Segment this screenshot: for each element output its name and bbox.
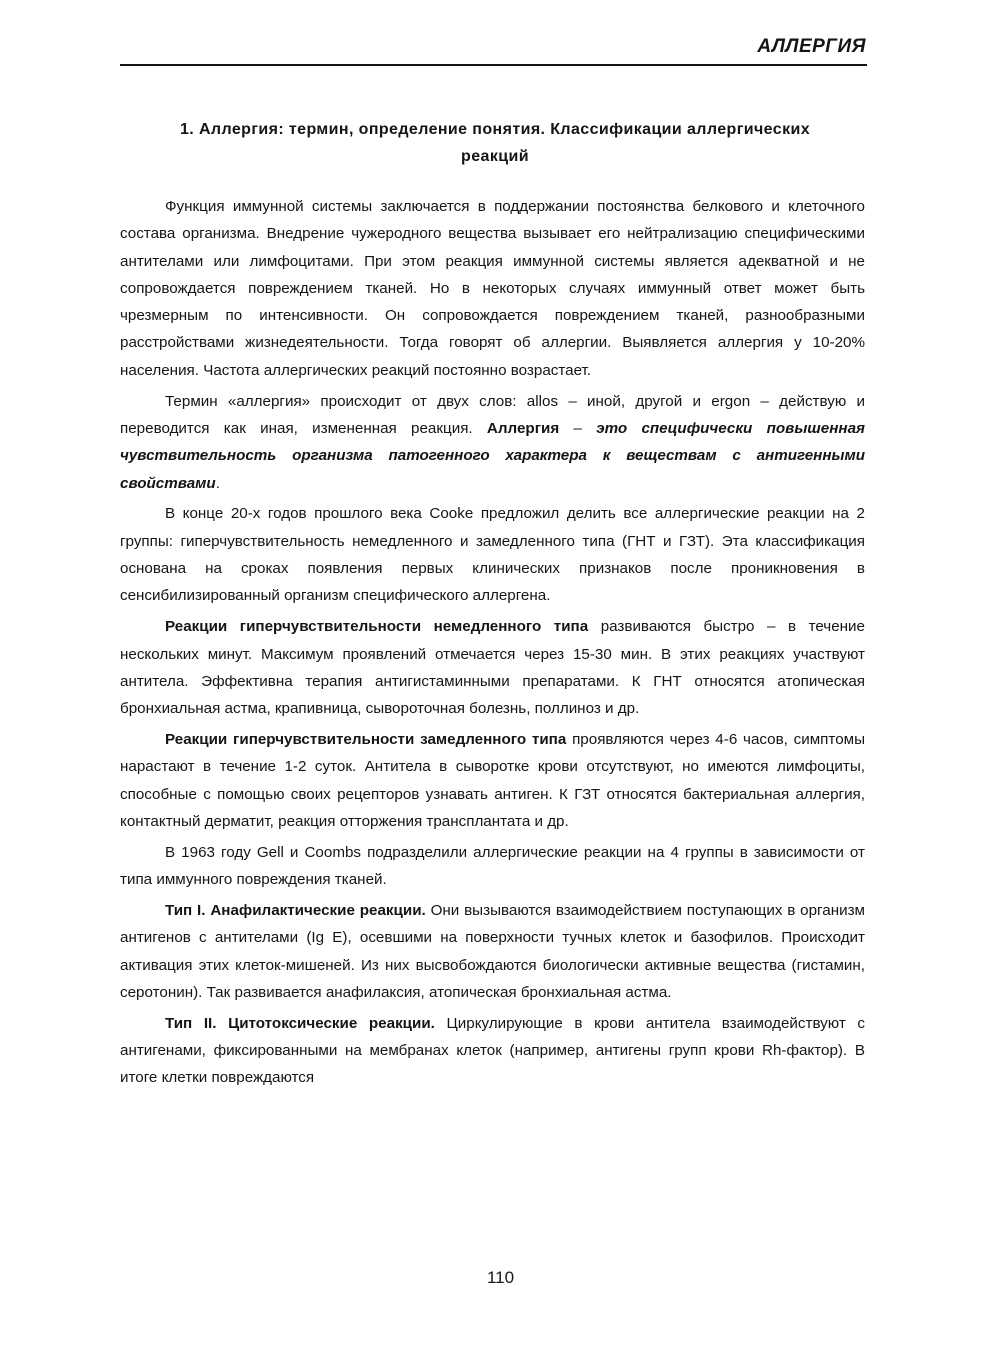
header-rule xyxy=(120,64,867,66)
term-allergy: Аллергия xyxy=(486,419,560,437)
body-text xyxy=(120,193,865,1092)
definition-text: это специфически повышенная чувствительность организма патогенного характера к веществам с антигенными свойствами xyxy=(120,419,865,492)
paragraph-allergy-definition xyxy=(120,388,865,497)
paragraph-text: Циркулирующие в крови антитела взаимодействуют с антигенами, фиксированными на мембранах клеток (например, антигены групп крови Rh-фактор). В итоге клетки повреждаются xyxy=(120,1014,866,1087)
paragraph-cooke-classification: В конце 20-х годов прошлого века Cooke предложил делить все аллергические реакции на 2 группы: гиперчувствительность немедленного и замедленного типа (ГНТ и ГЗТ). Эта классификация основана на сроках появления первых клинических признаков после проникновения в сенсибилизированный организм специфического аллергена. xyxy=(120,505,865,605)
paragraph-immediate-type xyxy=(120,613,865,722)
paragraph-type-1 xyxy=(120,897,865,1006)
page-number: 110 xyxy=(486,1268,515,1287)
paragraph-text: Термин «аллергия» происходит от двух слов: allos – иной, другой и ergon – действую и переводится как иная, измененная реакция. xyxy=(120,392,865,437)
paragraph-text: проявляются через 4-6 часов, симптомы нарастают в течение 1-2 суток. Антитела в сыворотке крови отсутствуют, но имеются лимфоциты, способные с помощью своих рецепторов узнавать антиген. К ГЗТ относятся бактериальная аллергия, контактный дерматит, реакция отторжения трансплантата и др. xyxy=(120,731,865,830)
paragraph-immune-function: Функция иммунной системы заключается в поддержании постоянства белкового и клеточного состава организма. Внедрение чужеродного вещества вызывает его нейтрализацию специфическими антителами или лимфоцитами. При этом реакция иммунной системы является адекватной и не сопровождается повреждением тканей. Но в некоторых случаях иммунный ответ может быть чрезмерным по интенсивности. Он сопровождается повреждением тканей, разнообразными расстройствами жизнедеятельности. Тогда говорят об аллергии. Выявляется аллергия у 10-20% населения. Частота аллергических реакций постоянно возрастает. xyxy=(120,198,865,379)
paragraph-gell-coombs: В 1963 году Gell и Coombs подразделили аллергические реакции на 4 группы в зависимости от типа иммунного повреждения тканей. xyxy=(120,843,865,889)
paragraph-delayed-type xyxy=(120,726,865,835)
section-title: 1. Аллергия: термин, определение понятия. Классификации аллергических реакций xyxy=(179,121,811,165)
term-immediate-type: Реакции гиперчувствительности немедленного типа xyxy=(165,618,589,636)
paragraph-text: развиваются быстро – в течение нескольких минут. Максимум проявлений отмечается через 15-30 мин. В этих реакциях участвуют антитела. Эффективна терапия антигистаминными препаратами. К ГНТ относятся атопическая бронхиальная астма, крапивница, сывороточная болезнь, поллиноз и др. xyxy=(120,618,865,718)
term-delayed-type: Реакции гиперчувствительности замедленного типа xyxy=(165,731,567,749)
paragraph-end: . xyxy=(215,474,220,492)
term-type-2: Тип II. Цитотоксические реакции. xyxy=(165,1014,435,1032)
dash: – xyxy=(559,419,597,437)
paragraph-type-2 xyxy=(120,1010,865,1092)
running-head: АЛЛЕРГИЯ xyxy=(757,36,866,57)
paragraph-text: Они вызываются взаимодействием поступающих в организм антигенов с антителами (Ig E), осевшими на поверхности тучных клеток и базофилов. Происходит активация этих клеток-мишеней. Из них высвобождаются биологически активные вещества (гистамин, серотонин). Так развивается анафилаксия, атопическая бронхиальная астма. xyxy=(120,901,865,1001)
term-type-1: Тип I. Анафилактические реакции. xyxy=(165,901,426,919)
